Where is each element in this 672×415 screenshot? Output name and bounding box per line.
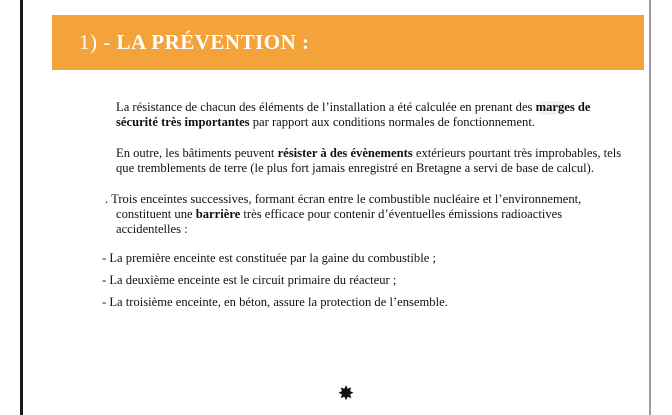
paragraph-text: par rapport aux conditions normales de fonctionnement. — [249, 115, 535, 129]
asterisk-ornament-icon: ✸ — [337, 381, 355, 405]
document-body — [102, 100, 626, 317]
enclosure-list — [102, 251, 626, 310]
paragraph-text: Trois enceintes successives, formant écran entre le combustible nucléaire et l’environnement, constituent une — [111, 192, 582, 221]
section-title: LA PRÉVENTION : — [116, 30, 310, 54]
paragraph-text: extérieurs pourtant très improbables, tels que tremblements de terre (le plus fort jamais enregistré en Bretagne a servi de base de calcul). — [116, 146, 622, 175]
emphasis-text: barrière — [195, 207, 241, 221]
emphasis-text: marges de sécurité très importantes — [116, 100, 591, 129]
paragraph-text: La résistance de chacun des éléments de l’installation a été calculée en prenant des — [116, 100, 536, 114]
list-item: - La troisième enceinte, en béton, assure la protection de l’ensemble. — [102, 295, 448, 309]
paragraph-safety-margins — [116, 100, 626, 130]
section-number: 1) - — [79, 30, 117, 54]
paragraph-external-events — [116, 146, 626, 176]
paragraph-text: très efficace pour contenir d’éventuelles émissions radioactives accidentelles : — [116, 207, 563, 236]
list-item: - La deuxième enceinte est le circuit primaire du réacteur ; — [102, 273, 397, 287]
section-heading — [79, 30, 310, 55]
paragraph-text: En outre, les bâtiments peuvent — [116, 146, 278, 160]
paragraph-bullet: . — [105, 192, 112, 206]
list-item: - La première enceinte est constituée par la gaine du combustible ; — [102, 251, 436, 265]
section-banner — [52, 15, 644, 70]
paragraph-three-enclosures — [105, 192, 626, 237]
emphasis-text: résister à des évènements — [277, 146, 413, 160]
page-border-right — [649, 0, 651, 415]
page-border-left — [20, 0, 23, 415]
